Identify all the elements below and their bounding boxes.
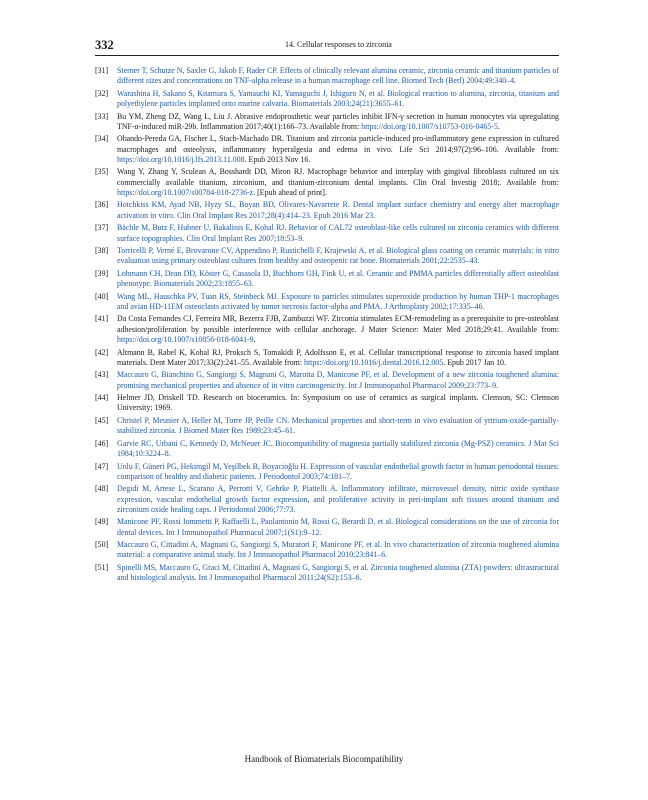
reference-link[interactable]: https://doi.org/10.1016/j.lfs.2013.11.008 (117, 154, 245, 164)
reference-list (95, 66, 559, 586)
reference-item (95, 292, 559, 313)
reference-link[interactable]: Unlu F, Güneri PG, Hekimgil M, Yeşilbek B, Boyacioğlu H. Expression of vascular endothelial growth factor in human periodontal tissues: comparison of healthy and diabetic patients. J Periodontol 2003;74:181–7. (117, 461, 559, 481)
running-title: 14. Cellular responses to zirconia (285, 40, 392, 49)
reference-text: Helmer JD, Driskell TD. Research on bioceramics. In: Symposium on use of ceramics as surgical implants. Clemson, SC: Clemson University; 1969. (117, 393, 559, 413)
reference-text: Bu YM, Zheng DZ, Wang L, Liu J. Abrasive endoprosthetic wear particles inhibit IFN-γ secretion in human monocytes via upregulating TNF-α-induced miR-29b. Inflammation 2017;40(1):166–73. Available from: (117, 111, 559, 131)
reference-item (95, 89, 559, 110)
reference-item (95, 484, 559, 515)
reference-text: Da Costa Fernandes CJ, Ferreira MR, Bezerra FJB, Zambuzzi WF. Zirconia stimulates ECM-remodeling as a prerequisite to pre-osteoblast adhesion/proliferation by possible interference with cellular anchorage. J Mater Science: Mater Med 2018;29:41. Available from: (117, 314, 559, 334)
reference-item (95, 66, 559, 87)
reference-link[interactable]: Sterner T, Schutze N, Saxler G, Jakob F, Rader CP. Effects of clinically relevant alumina ceramic, zirconia ceramic and titanium particles of different sizes and concentrations on TNF-alpha release in a human macrophage cell line. Biomed Tech (Berl) 2004;49:340–4. (117, 66, 559, 86)
reference-text: . (253, 334, 256, 344)
reference-item (95, 314, 559, 345)
reference-link[interactable]: Lohmann CH, Dean DD, Köster G, Casasola D, Buchhorn GH, Fink U, et al. Ceramic and PMMA particles differentially affect osteoblast phenotype. Biomaterials 2002;23:1855–63. (117, 268, 559, 289)
reference-item (95, 439, 559, 460)
reference-number: [43] (95, 370, 109, 380)
reference-link[interactable]: https://doi.org/10.1016/j.dental.2016.12.005 (304, 357, 444, 367)
reference-number: [48] (95, 484, 109, 494)
page-header (95, 38, 559, 54)
reference-link[interactable]: Christel P, Meunier A, Heller M, Torre JP, Peille CN. Mechanical properties and short-term in vivo evaluation of yttrium-oxide-partially-stabilized zirconia. J Biomed Mater Res 1989;23:45–61. (117, 415, 559, 436)
reference-item (95, 223, 559, 244)
reference-number: [50] (95, 540, 109, 550)
reference-item (95, 200, 559, 221)
reference-number: [38] (95, 246, 109, 256)
page-number: 332 (95, 38, 114, 52)
reference-item (95, 517, 559, 538)
reference-link[interactable]: Maccauro G, Bianchino G, Sangiorgi S, Magnani G, Marotta D, Manicone PF, et al. Development of a new zirconia toughened alumina: promising mechanical properties and absence of in vitro carcinogenicity. Int J Immunopathol Pharmacol 2009;23:773–9. (117, 370, 559, 390)
reference-number: [37] (95, 223, 109, 233)
reference-number: [47] (95, 461, 109, 471)
reference-link[interactable]: https://doi.org/10.1007/s10753-016-0465-5 (361, 121, 498, 131)
reference-item (95, 167, 559, 198)
reference-text: . [Epub ahead of print]. (253, 187, 327, 197)
reference-link[interactable]: Garvie RC, Urbani C, Kennedy D, McNeuer JC. Biocompatibility of magnesia partially stabilized zirconia (Mg-PSZ) ceramics. J Mat Sci 1984;10:3224–8. (117, 438, 559, 458)
reference-link[interactable]: Hotchkiss KM, Ayad NB, Hyzy SL, Boyan BD, Olivares-Navarrete R. Dental implant surface chemistry and energy alter macrophage activation in vitro. Clin Oral Implant Res 2017;28(4):414–23. Epub 2016 Mar 23. (117, 200, 559, 220)
reference-text: . (497, 121, 500, 131)
reference-number: [46] (95, 438, 109, 448)
reference-number: [44] (95, 393, 109, 403)
reference-text: Wang Y, Zhang Y, Sculean A, Bosshardt DD, Miron RJ. Macrophage behavior and interplay with gingival fibroblasts cultured on six commercially available titanium, zirconium, and titanium-zirconium dental implants. Clin Oral Investig 2018;. Available from: (117, 167, 559, 187)
reference-link[interactable]: Maccauro G, Cittadini A, Magnani G, Sangiorgi S, Muratori F, Manicone PF, et al. In vivo characterization of zirconia toughened alumina material: a comparative animal study. Int J Immunopathol Pharmacol 2010;23:841–6. (117, 540, 559, 560)
reference-number: [41] (95, 314, 109, 324)
reference-link[interactable]: Bächle M, Butz F, Hubner U, Bakalinis E, Kohal RJ. Behavior of CAL72 osteoblast-like cells cultured on zirconia ceramics with different surface topographies. Clin Oral Implant Res 2007;18:53–9. (117, 223, 559, 243)
reference-number: [40] (95, 291, 109, 301)
reference-item (95, 134, 559, 165)
reference-item (95, 540, 559, 561)
reference-link[interactable]: Wang ML, Hauschka PV, Tuan RS, Steinbeck MJ. Exposure to particles stimulates superoxide production by human THP-1 macrophages and avian HD-11EM osteoclasts activated by tumor necrosis factor-alpha and PMA. J Arthroplasty 2002;17:335–46. (117, 291, 559, 311)
reference-item (95, 393, 559, 414)
reference-link[interactable]: Torricelli P, Verné E, Brovarone CV, Appendino P, Rustichelli F, Krajewski A, et al. Biological glass coating on ceramic materials: in vitro evaluation using primary osteoblast cultures from healthy and osteopenic rat bone. Biomaterials 2001;22:2535–43. (117, 246, 559, 266)
reference-number: [36] (95, 200, 109, 210)
reference-link[interactable]: https://doi.org/10.1007/s10856-018-6041-9 (117, 334, 254, 344)
reference-item (95, 370, 559, 391)
reference-text: Altmann B, Rabel K, Kohal RJ, Proksch S, Tomakidi P, Adolfsson E, et al. Cellular transcriptional response to zirconia based implant materials. Dent Mater 2017;33(2):241–55. Available from: (117, 347, 559, 367)
reference-link[interactable]: Warashina H, Sakano S, Kitamura S, Yamauchi KI, Yamaguchi J, Ishiguro N, et al. Biological reaction to alumina, zirconia, titanium and polyethylene particles implanted onto murine calvaria. Biomaterials 2003;24(21):3655–61. (117, 88, 559, 109)
reference-number: [51] (95, 562, 109, 572)
reference-text: . Epub 2017 Jan 10. (443, 357, 506, 367)
reference-item (95, 563, 559, 584)
reference-item (95, 462, 559, 483)
reference-number: [49] (95, 517, 109, 527)
reference-item (95, 246, 559, 267)
reference-link[interactable]: Degidi M, Artese L, Scarano A, Perrotti V, Gehrke P, Piattelli A. Inflammatory infiltrate, microvessel density, nitric oxide synthase expression, vascular endothelial growth factor expression, and proliferative activity in peri-implant soft tissues around titanium and zirconium oxide healing caps. J Periodontol 2006;77:73. (117, 484, 559, 514)
reference-link[interactable]: https://doi.org/10.1007/s00784-018-2736-z (117, 187, 254, 197)
reference-link[interactable]: Spinelli MS, Maccauro G, Graci M, Cittadini A, Magnani G, Sangiorgi S, et al. Zirconia toughened alumina (ZTA) powders: ultrastructural and histological analysis. Int J Immunopathol Pharmacol 2011;24(S2):153–6. (117, 562, 559, 583)
reference-item (95, 348, 559, 369)
reference-number: [32] (95, 88, 109, 98)
reference-item (95, 416, 559, 437)
reference-number: [33] (95, 111, 109, 121)
reference-item (95, 269, 559, 290)
reference-number: [45] (95, 415, 109, 425)
footer-book-title: Handbook of Biomaterials Biocompatibility (244, 754, 404, 764)
reference-number: [39] (95, 268, 109, 278)
header-rule (95, 55, 559, 56)
reference-text: Obando-Pereda GA, Fischer L, Stach-Machado DR. Titanium and zirconia particle-induced pro-inflammatory gene expression in cultured macrophages and osteolysis, inflammatory hyperalgesia and edema in vivo. Life Sci 2014;97(2):96–106. Available from: (117, 134, 559, 154)
reference-item (95, 112, 559, 133)
reference-number: [35] (95, 167, 109, 177)
reference-number: [42] (95, 347, 109, 357)
reference-link[interactable]: Manicone PF, Rossi Iommetti P, Raffaelli L, Paolantonio M, Rossi G, Berardi D, et al. Biological considerations on the use of zirconia for dental devices. Int J Immunopathol Pharmacol 2007;1(S1):9–12. (117, 517, 559, 537)
reference-number: [34] (95, 134, 109, 144)
reference-number: [31] (95, 66, 109, 75)
reference-text: . Epub 2013 Nov 16. (244, 154, 311, 164)
